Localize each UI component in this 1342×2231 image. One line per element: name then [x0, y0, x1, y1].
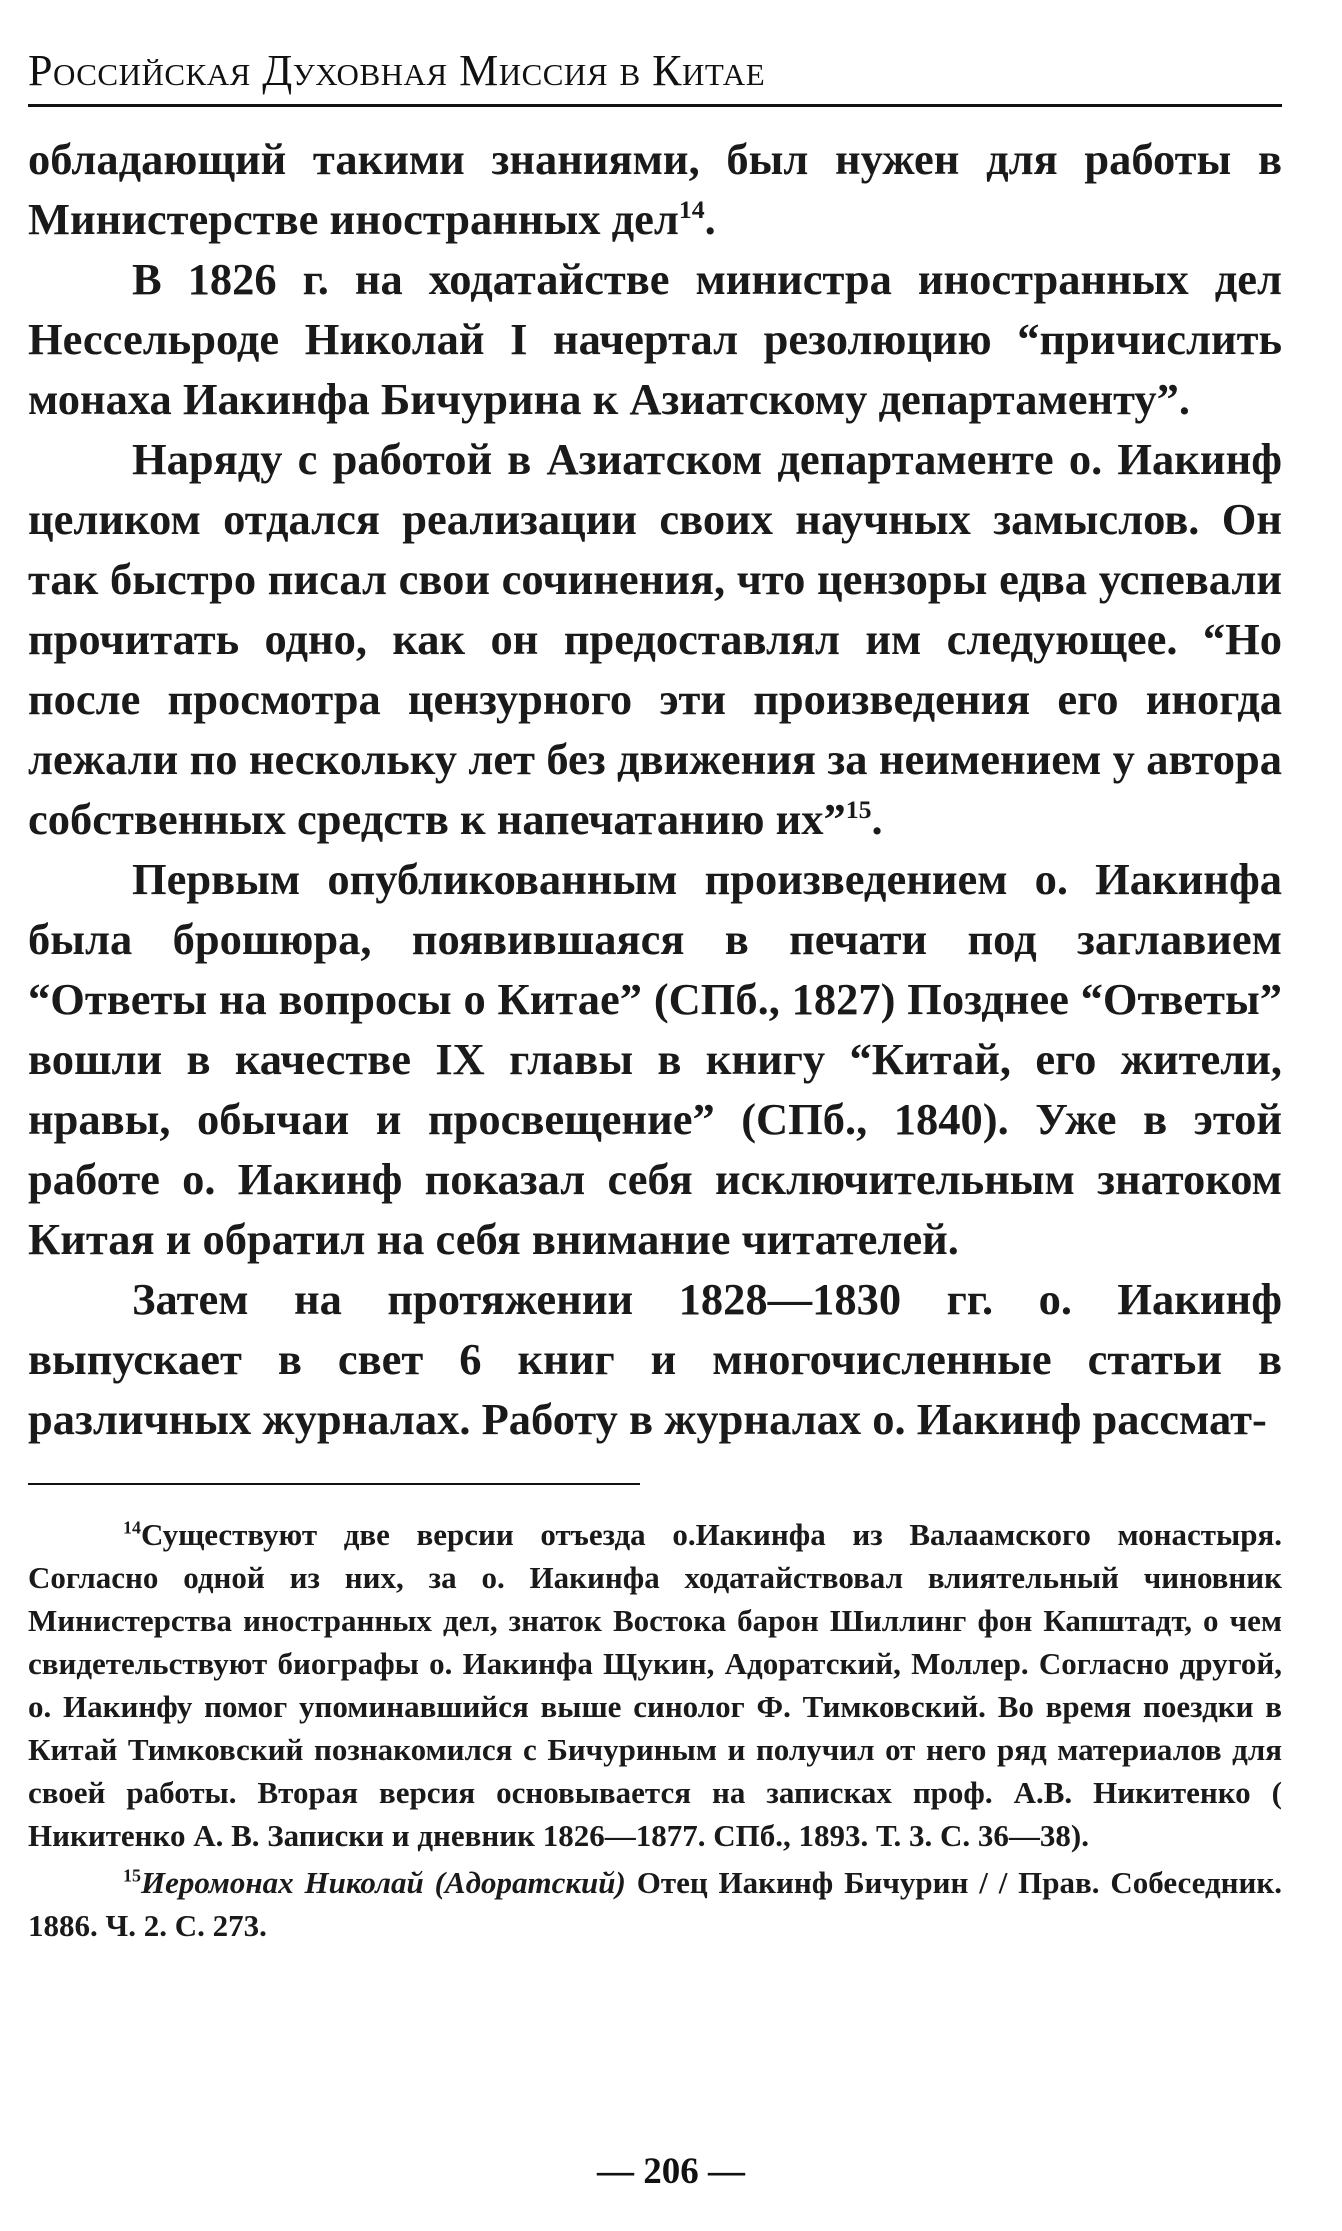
- paragraph-2: В 1826 г. на ходатайстве министра иностранных дел Нессельроде Николай I начертал резолюцию “причислить монаха Иакинфа Бичурина к Азиатскому департаменту”.: [28, 254, 1282, 424]
- footnote-15-author: Иеромонах Николай (Адоратский): [140, 1865, 626, 1900]
- paragraph-1: [28, 129, 1282, 249]
- footnote-ref-14: 14: [678, 195, 705, 225]
- paragraph-1-text: обладающий такими знаниями, был нужен для работы в Министерстве иностранных дел: [28, 134, 1282, 244]
- footnote-15-text: Отец Иакинф Бичурин / / Прав. Собеседник. 1886. Ч. 2. С. 273.: [28, 1865, 1283, 1943]
- page-number: — 206 —: [597, 2151, 745, 2192]
- paragraph-3: [28, 429, 1282, 849]
- running-title: Российская Духовная Миссия в Китае: [28, 46, 766, 95]
- footnote-15: [28, 1861, 1282, 1947]
- footnote-15-marker: 15: [123, 1865, 141, 1886]
- footnote-14: [28, 1513, 1282, 1857]
- paragraph-3-end: .: [871, 794, 883, 844]
- paragraph-1-end: .: [704, 194, 716, 244]
- main-text: [28, 129, 1282, 1449]
- footnotes: [28, 1513, 1282, 1947]
- paragraph-3-text: Наряду с работой в Азиатском департаменте о. Иакинф целиком отдался реализации своих научных замыслов. Он так быстро писал свои сочинения, что цензоры едва успевали прочитать одно, как он предоставлял им следующее. “Но после просмотра цензурного эти произведения его иногда лежали по нескольку лет без движения за неимением у автора собственных средств к напечатанию их”: [28, 434, 1282, 844]
- book-page: [28, 40, 1282, 1947]
- paragraph-5: Затем на протяжении 1828—1830 гг. о. Иакинф выпускает в свет 6 книг и многочисленные статьи в различных журналах. Работу в журналах о. Иакинф рассмат-: [28, 1274, 1282, 1444]
- footnote-ref-15: 15: [845, 795, 872, 825]
- header-rule: [28, 104, 1282, 107]
- footnote-rule: [28, 1483, 640, 1485]
- footnote-14-text: Существуют две версии отъезда о.Иакинфа из Валаамского монастыря. Согласно одной из них, за о. Иакинфа ходатайствовал влиятельный чиновник Министерства иностранных дел, знаток Востока барон Шиллинг фон Капштадт, о чем свидетельствуют биографы о. Иакинфа Щукин, Адоратский, Моллер. Согласно другой, о. Иакинфу помог упоминавшийся выше синолог Ф. Тимковский. Во время поездки в Китай Тимковский познакомился с Бичуриным и получил от него ряд материалов для своей работы. Вторая версия основывается на записках проф. А.В. Никитенко ( Никитенко А. В. Записки и дневник 1826—1877. СПб., 1893. Т. 3. С. 36—38).: [28, 1517, 1282, 1853]
- paragraph-4: Первым опубликованным произведением о. Иакинфа была брошюра, появившаяся в печати под заглавием “Ответы на вопросы о Китае” (СПб., 1827) Позднее “Ответы” вошли в качестве IX главы в книгу “Китай, его жители, нравы, обычаи и просвещение” (СПб., 1840). Уже в этой работе о. Иакинф показал себя исключительным знатоком Китая и обратил на себя внимание читателей.: [28, 854, 1282, 1264]
- footnote-14-marker: 14: [123, 1517, 141, 1538]
